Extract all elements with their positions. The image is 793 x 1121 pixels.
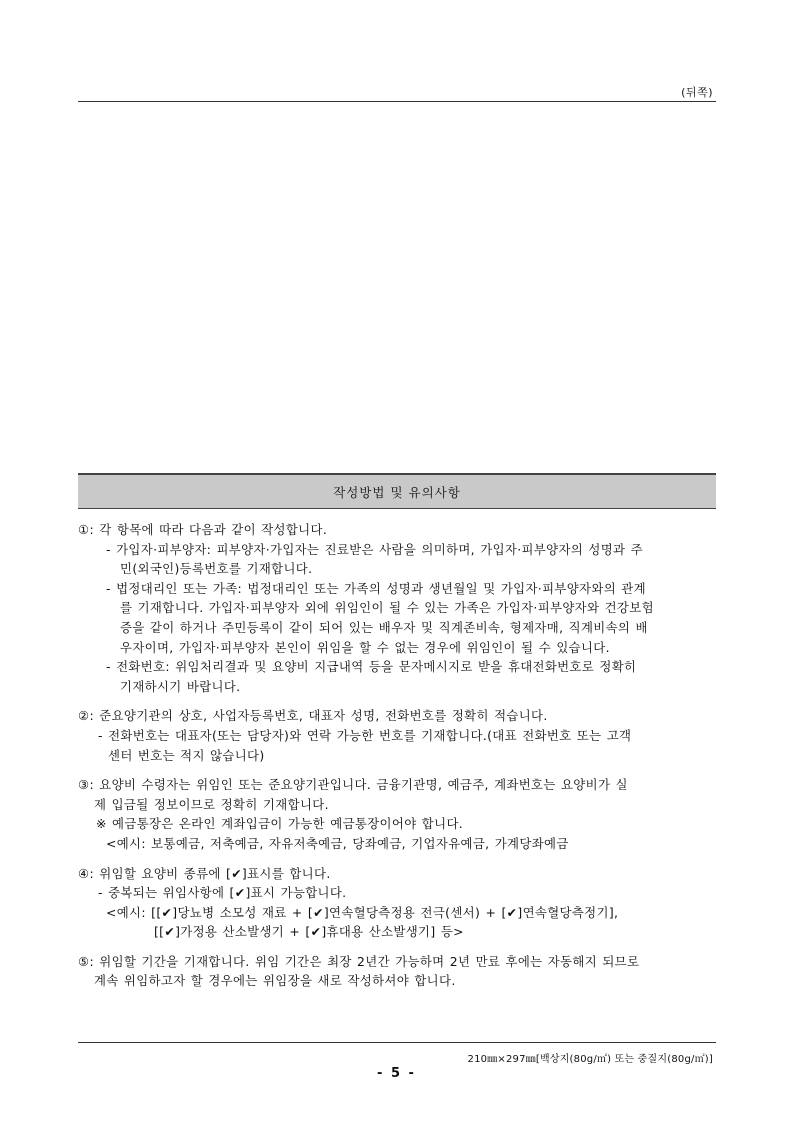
top-divider (78, 101, 716, 102)
item-1-heading: ①: 각 항목에 따라 다음과 같이 작성합니다. (78, 522, 328, 537)
item-4-example: <예시: [[✔]당뇨병 소모성 재료 + [✔]연속혈당측정용 전극(센서) + [✔]연속혈당측정기], (106, 904, 619, 920)
item-1-sub-1: - 가입자·피부양자: 피부양자·가입자는 진료받은 사람을 의미하며, 가입자·피부양자의 성명과 주 (106, 541, 643, 557)
item-3-heading-cont: 제 입금될 정보이므로 정확히 기재합니다. (94, 796, 329, 812)
instruction-item-1 (78, 520, 716, 696)
item-1-sub-3-cont: 기재하시기 바랍니다. (120, 678, 241, 694)
item-4-sub-1: - 중복되는 위임사항에 [✔]표시 가능합니다. (98, 885, 347, 901)
item-1-sub-2: - 법정대리인 또는 가족: 법정대리인 또는 가족의 성명과 생년월일 및 가입자·피부양자와의 관계 (106, 580, 646, 596)
item-3-example: <예시: 보통예금, 저축예금, 자유저축예금, 당좌예금, 기업자유예금, 가계당좌예금 (106, 835, 569, 851)
item-1-sub-2-cont: 증을 같이 하거나 주민등록이 같이 되어 있는 배우자 및 직계존비속, 형제자매, 직계비속의 배 (120, 619, 648, 635)
instruction-item-5 (78, 952, 716, 991)
item-2-sub-1: - 전화번호는 대표자(또는 담당자)와 연락 가능한 번호를 기재합니다.(대표 전화번호 또는 고객 (98, 727, 632, 743)
instruction-item-3 (78, 775, 716, 853)
item-5-heading-cont: 계속 위임하고자 할 경우에는 위임장을 새로 작성하셔야 합니다. (94, 973, 456, 989)
paper-spec: 210㎜×297㎜[백상지(80g/㎡) 또는 중질지(80g/㎡)] (467, 1054, 713, 1065)
item-3-note: ※ 예금통장은 온라인 계좌입금이 가능한 예금통장이어야 합니다. (96, 816, 464, 832)
item-3-heading: ③: 요양비 수령자는 위임인 또는 준요양기관입니다. 금융기관명, 예금주, 계좌번호는 요양비가 실 (78, 777, 628, 793)
item-2-sub-1-cont: 센터 번호는 적지 않습니다) (108, 747, 265, 763)
page-number: - 5 - (377, 1066, 416, 1081)
item-1-sub-3: - 전화번호: 위임처리결과 및 요양비 지급내역 등을 문자메시지로 받을 휴대전화번호로 정확히 (106, 659, 637, 675)
item-2-heading: ②: 준요양기관의 상호, 사업자등록번호, 대표자 성명, 전화번호를 정확히 적습니다. (78, 708, 548, 724)
side-label: (뒤쪽) (681, 86, 713, 99)
bottom-divider (78, 1042, 716, 1043)
item-1-sub-2-cont: 우자이며, 가입자·피부양자 본인이 위임을 할 수 없는 경우에 위임인이 될 수 있습니다. (120, 639, 610, 655)
section-header (78, 473, 716, 509)
instruction-item-4 (78, 864, 716, 942)
item-1-sub-2-cont: 를 기재합니다. 가입자·피부양자 외에 위임인이 될 수 있는 가족은 가입자·피부양자와 건강보험 (120, 600, 654, 616)
instructions (78, 520, 716, 991)
item-5-heading: ⑤: 위임할 기간을 기재합니다. 위임 기간은 최장 2년간 가능하며 2년 만료 후에는 자동해지 되므로 (78, 953, 640, 969)
item-4-example-cont: [[✔]가정용 산소발생기 + [✔]휴대용 산소발생기] 등> (154, 924, 464, 940)
item-4-heading: ④: 위임할 요양비 종류에 [✔]표시를 합니다. (78, 865, 331, 881)
instruction-item-2 (78, 706, 716, 765)
item-1-sub-1-cont: 민(외국인)등록번호를 기재합니다. (120, 561, 313, 577)
section-title: 작성방법 및 유의사항 (333, 484, 461, 500)
